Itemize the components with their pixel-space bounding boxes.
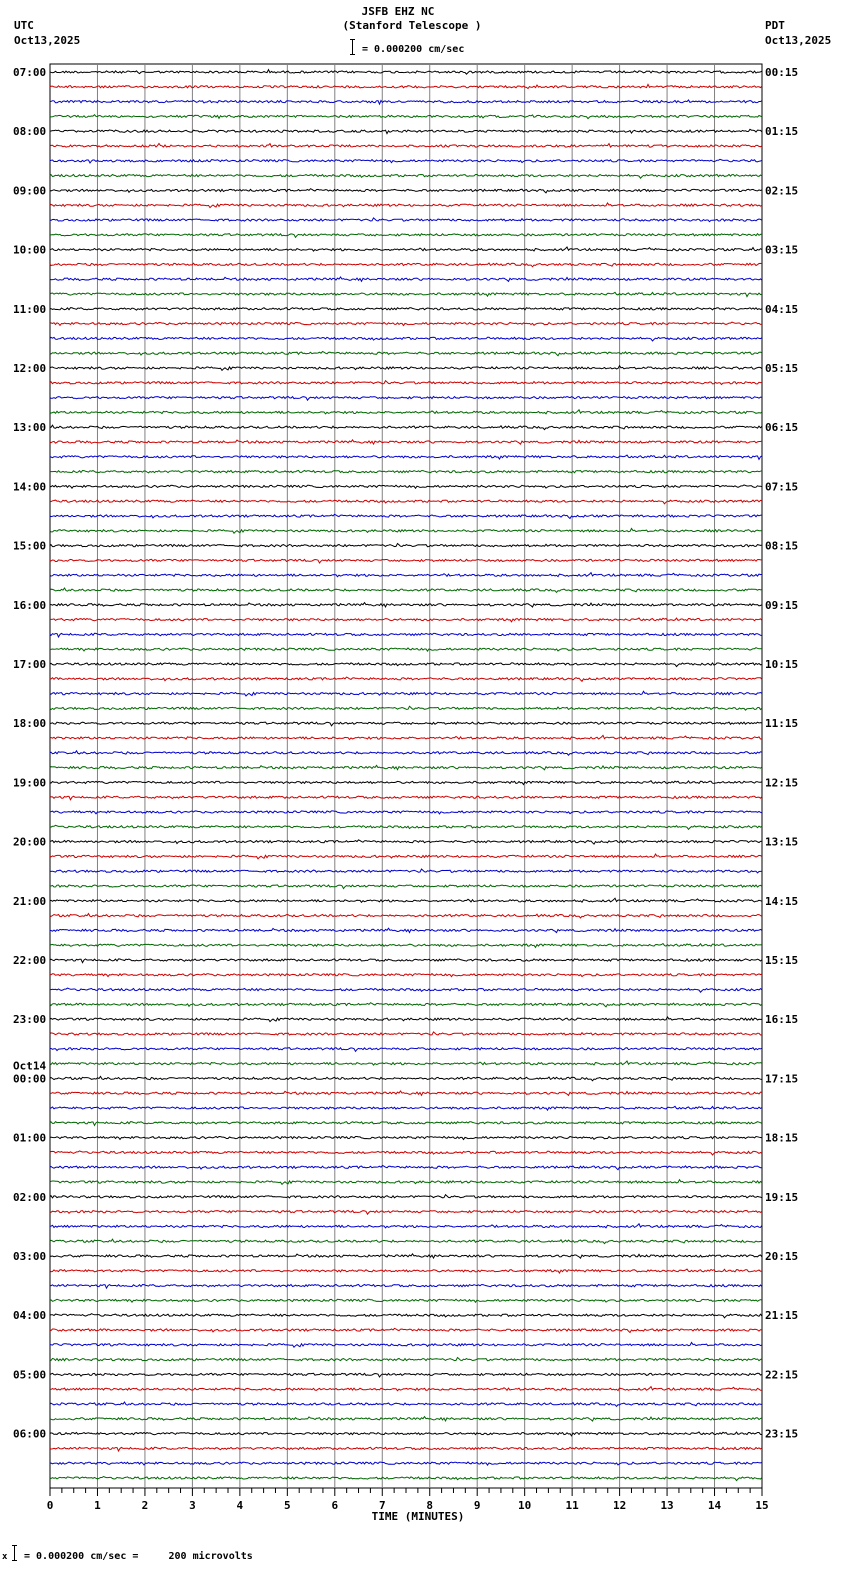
trace-line (50, 308, 762, 310)
trace-line (50, 1373, 762, 1377)
pdt-hour-label: 12:15 (765, 776, 799, 790)
x-tick-label: 7 (378, 1499, 386, 1512)
x-tick-label: 10 (518, 1499, 532, 1512)
trace-line (50, 529, 762, 534)
trace-line (50, 129, 762, 133)
trace-line (50, 1180, 762, 1185)
footer-scale-bar-icon (12, 1545, 17, 1561)
trace-line (50, 1166, 762, 1170)
trace-line (50, 944, 762, 948)
utc-hour-label: 22:00 (13, 954, 47, 967)
trace-line (50, 633, 762, 637)
trace-line (50, 455, 762, 459)
x-tick-label: 9 (473, 1499, 481, 1512)
pdt-hour-label: 20:15 (765, 1250, 799, 1263)
trace-line (50, 218, 762, 222)
utc-hour-label: 12:00 (13, 362, 47, 375)
trace-line (50, 514, 762, 518)
trace-line (50, 1402, 762, 1406)
trace-line (50, 352, 762, 356)
trace-line (50, 677, 762, 681)
utc-hour-label: 04:00 (13, 1309, 47, 1323)
trace-line (50, 988, 762, 992)
trace-line (50, 381, 762, 385)
trace-line (50, 1358, 762, 1361)
pdt-hour-label: 15:15 (765, 954, 799, 967)
utc-hour-label: 20:00 (13, 835, 47, 849)
trace-line (50, 175, 762, 179)
utc-hour-label: 10:00 (13, 243, 47, 257)
trace-line (50, 440, 762, 444)
trace-line (50, 70, 762, 75)
trace-line (50, 854, 762, 859)
utc-hour-label: 03:00 (13, 1250, 47, 1263)
trace-line (50, 189, 762, 193)
trace-line (50, 1254, 762, 1258)
trace-line (50, 1151, 762, 1155)
trace-line (50, 485, 762, 488)
pdt-hour-label: 13:15 (765, 835, 799, 849)
utc-hour-label: 05:00 (13, 1368, 47, 1382)
trace-line (50, 1224, 762, 1228)
trace-line (50, 425, 762, 429)
trace-line (50, 1239, 762, 1243)
trace-line (50, 898, 762, 902)
trace-line (50, 840, 762, 844)
trace-line (50, 263, 762, 267)
trace-line (50, 410, 762, 414)
trace-line (50, 397, 762, 401)
x-tick-label: 12 (612, 1499, 627, 1512)
x-axis-title: TIME (MINUTES) (371, 1510, 465, 1523)
trace-line (50, 1387, 762, 1391)
trace-line (50, 84, 762, 88)
pdt-hour-label: 02:15 (765, 184, 799, 198)
pdt-hour-label: 01:15 (765, 125, 799, 139)
trace-line (50, 1314, 762, 1318)
trace-line (50, 1328, 762, 1332)
plot-frame (50, 64, 762, 1488)
trace-line (50, 648, 762, 651)
trace-line (50, 1017, 762, 1022)
trace-line (50, 869, 762, 873)
trace-line (50, 1195, 762, 1198)
utc-hour-label: 00:00 (13, 1072, 47, 1086)
utc-hour-label: 08:00 (13, 125, 47, 139)
pdt-hour-label: 18:15 (765, 1131, 799, 1145)
pdt-hour-label: 05:15 (765, 362, 799, 375)
x-tick-label: 8 (426, 1499, 434, 1512)
pdt-hour-label: 04:15 (765, 302, 799, 316)
trace-line (50, 691, 762, 696)
station-title: JSFB EHZ NC (361, 5, 435, 18)
trace-line (50, 1432, 762, 1436)
site-subtitle: (Stanford Telescope ) (342, 19, 482, 32)
trace-line (50, 618, 762, 622)
pdt-hour-label: 21:15 (765, 1309, 799, 1323)
trace-line (50, 322, 762, 325)
trace-line (50, 588, 762, 592)
x-tick-label: 5 (284, 1499, 291, 1512)
trace-line (50, 1106, 762, 1110)
pdt-hour-label: 07:15 (765, 480, 799, 494)
x-tick-label: 4 (236, 1499, 244, 1512)
utc-hour-label: 02:00 (13, 1190, 47, 1204)
trace-line (50, 337, 762, 341)
trace-line (50, 928, 762, 932)
pdt-hour-label: 11:15 (765, 717, 799, 731)
utc-hour-label: 09:00 (13, 184, 47, 198)
trace-line (50, 1091, 762, 1095)
trace-line (50, 1032, 762, 1035)
utc-hour-label: 19:00 (13, 776, 47, 790)
pdt-hour-label: 06:15 (765, 421, 799, 435)
utc-hour-label: 18:00 (13, 717, 47, 731)
trace-line (50, 366, 762, 371)
trace-line (50, 559, 762, 563)
right-date: Oct13,2025 (765, 34, 832, 47)
utc-hour-label: 23:00 (13, 1013, 47, 1027)
trace-line (50, 974, 762, 977)
trace-line (50, 1343, 762, 1348)
trace-line (50, 144, 762, 148)
trace-line (50, 1003, 762, 1007)
date-change-label: Oct14 (13, 1059, 47, 1073)
utc-hour-label: 06:00 (13, 1427, 47, 1441)
trace-line (50, 203, 762, 208)
utc-hour-label: 21:00 (13, 894, 47, 908)
trace-line (50, 159, 762, 163)
footer-scale-note: = 0.000200 cm/sec = 200 microvolts (24, 1551, 253, 1562)
trace-line (50, 471, 762, 473)
trace-line (50, 735, 762, 739)
trace-line (50, 603, 762, 607)
trace-line (50, 544, 762, 548)
x-tick-label: 3 (189, 1499, 196, 1512)
pdt-hour-label: 08:15 (765, 539, 799, 553)
trace-line (50, 765, 762, 769)
x-tick-label: 15 (755, 1499, 769, 1512)
trace-line (50, 1417, 762, 1421)
x-tick-label: 1 (94, 1499, 101, 1512)
trace-line (50, 1211, 762, 1215)
trace-line (50, 1061, 762, 1065)
trace-line (50, 959, 762, 963)
trace-line (50, 234, 762, 238)
x-tick-label: 11 (565, 1499, 579, 1512)
left-date: Oct13,2025 (14, 34, 81, 47)
utc-hour-label: 16:00 (13, 598, 47, 612)
pdt-hour-label: 09:15 (765, 598, 799, 612)
trace-line (50, 1076, 762, 1080)
left-timezone: UTC (14, 19, 34, 32)
trace-line (50, 573, 762, 577)
trace-line (50, 1462, 762, 1465)
trace-line (50, 100, 762, 104)
pdt-hour-label: 00:15 (765, 66, 799, 79)
trace-line (50, 1477, 762, 1481)
trace-line (50, 292, 762, 296)
trace-line (50, 1136, 762, 1139)
utc-hour-label: 14:00 (13, 480, 47, 494)
trace-line (50, 914, 762, 918)
pdt-hour-label: 23:15 (765, 1427, 799, 1441)
pdt-hour-label: 16:15 (765, 1013, 799, 1027)
trace-line (50, 825, 762, 829)
scale-text: = 0.000200 cm/sec (362, 44, 465, 55)
trace-line (50, 500, 762, 504)
right-timezone: PDT (765, 19, 785, 32)
trace-line (50, 1048, 762, 1052)
utc-hour-label: 15:00 (13, 539, 47, 553)
x-tick-label: 2 (141, 1499, 149, 1512)
pdt-hour-label: 19:15 (765, 1190, 799, 1204)
trace-line (50, 1285, 762, 1289)
trace-line (50, 663, 762, 667)
utc-hour-label: 17:00 (13, 658, 47, 671)
trace-line (50, 751, 762, 755)
footer-mark: x (2, 1552, 8, 1562)
trace-line (50, 1122, 762, 1126)
x-tick-label: 14 (707, 1499, 722, 1512)
utc-hour-label: 01:00 (13, 1131, 47, 1145)
trace-line (50, 1299, 762, 1302)
pdt-hour-label: 10:15 (765, 658, 799, 671)
trace-line (50, 722, 762, 726)
utc-hour-label: 11:00 (13, 302, 47, 316)
trace-line (50, 277, 762, 281)
utc-hour-label: 07:00 (13, 66, 47, 79)
pdt-hour-label: 22:15 (765, 1368, 799, 1382)
trace-line (50, 781, 762, 785)
trace-line (50, 247, 762, 251)
trace-line (50, 796, 762, 800)
pdt-hour-label: 14:15 (765, 894, 799, 908)
trace-line (50, 706, 762, 710)
x-tick-label: 6 (331, 1499, 339, 1512)
utc-hour-label: 13:00 (13, 421, 47, 435)
trace-line (50, 115, 762, 119)
trace-line (50, 1447, 762, 1451)
x-tick-label: 13 (660, 1499, 674, 1512)
x-tick-label: 0 (46, 1499, 54, 1512)
trace-line (50, 811, 762, 814)
pdt-hour-label: 03:15 (765, 243, 799, 257)
trace-line (50, 885, 762, 889)
pdt-hour-label: 17:15 (765, 1072, 799, 1086)
trace-line (50, 1269, 762, 1273)
